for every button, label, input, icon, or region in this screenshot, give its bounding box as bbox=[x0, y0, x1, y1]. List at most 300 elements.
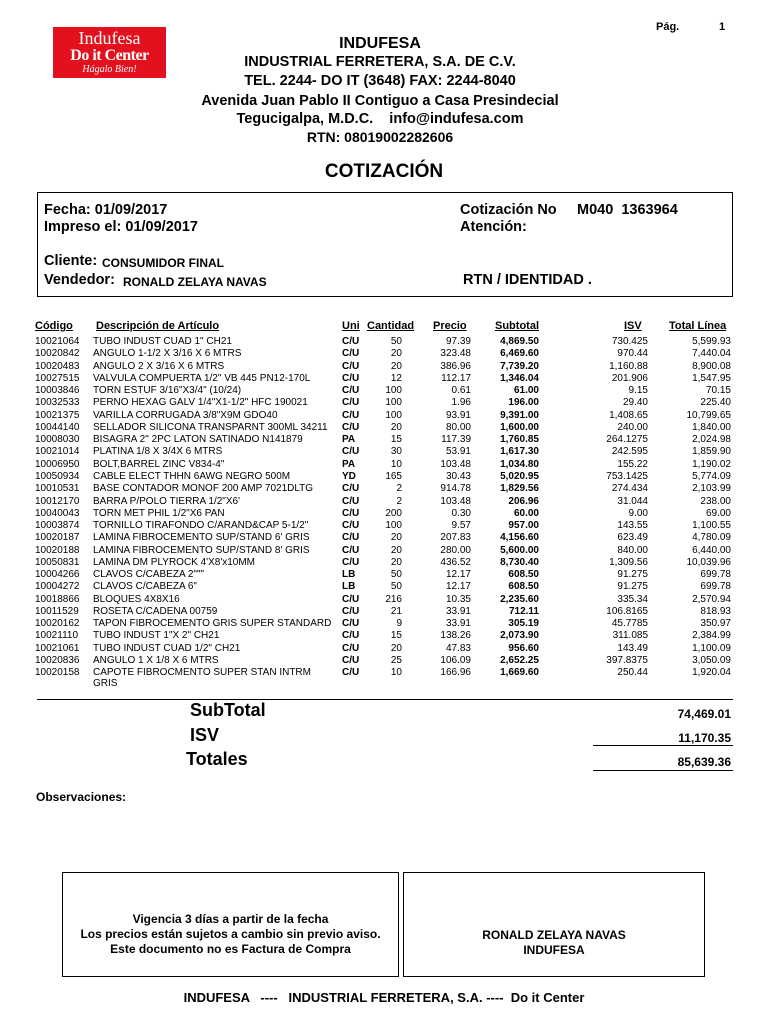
header-description: Descripción de Artículo bbox=[96, 320, 220, 332]
cell-desc: BARRA P/POLO TIERRA 1/2"X6' bbox=[93, 495, 241, 507]
cell-total: 5,599.93 bbox=[692, 336, 731, 347]
header-price: Precio bbox=[433, 320, 467, 332]
cell-qty: 50 bbox=[390, 569, 402, 581]
cell-price: 103.48 bbox=[440, 458, 471, 470]
cell-desc: VARILLA CORRUGADA 3/8"X9M GDO40 bbox=[93, 409, 278, 421]
table-row bbox=[0, 545, 768, 557]
cell-uni: C/U bbox=[342, 360, 360, 372]
cell-total: 7,440.04 bbox=[692, 348, 731, 360]
cell-uni: C/U bbox=[342, 483, 360, 495]
cell-isv: 335.34 bbox=[617, 593, 648, 605]
cell-desc: TAPON FIBROCEMENTO GRIS SUPER STANDARD bbox=[93, 618, 332, 630]
cell-subtotal: 4,156.60 bbox=[500, 532, 539, 544]
cell-code: 10027515 bbox=[35, 372, 80, 384]
cell-subtotal: 206.96 bbox=[508, 495, 539, 507]
quote-number-label: Cotización No bbox=[460, 202, 557, 218]
cell-price: 112.17 bbox=[441, 372, 471, 384]
cell-desc: LAMINA FIBROCEMENTO SUP/STAND 8' GRIS bbox=[93, 544, 310, 556]
cell-code: 10021110 bbox=[35, 630, 79, 642]
table-row bbox=[0, 581, 768, 593]
cell-desc: TUBO INDUST 1"X 2" CH21 bbox=[93, 630, 220, 642]
cell-qty: 20 bbox=[390, 360, 402, 372]
cell-isv: 91.275 bbox=[617, 581, 648, 593]
cell-code: 10021014 bbox=[35, 446, 80, 458]
cell-uni: C/U bbox=[342, 532, 360, 544]
isv-rule bbox=[593, 745, 733, 746]
cell-code: 10010531 bbox=[35, 483, 80, 495]
cell-desc: LAMINA FIBROCEMENTO SUP/STAND 6' GRIS bbox=[93, 532, 310, 544]
table-row bbox=[0, 434, 768, 446]
cell-price: 166.96 bbox=[440, 667, 471, 679]
cell-price: 0.30 bbox=[451, 507, 471, 519]
cell-subtotal: 1,600.00 bbox=[500, 421, 539, 433]
company-name: INDUFESA bbox=[339, 35, 421, 52]
page-number: 1 bbox=[719, 21, 726, 33]
attention-label: Atención: bbox=[460, 219, 527, 235]
cell-code: 10021061 bbox=[35, 642, 80, 654]
table-row bbox=[0, 446, 768, 458]
cell-isv: 242.595 bbox=[611, 446, 648, 458]
cell-desc: BASE CONTADOR MONOF 200 AMP 7021DLTG bbox=[93, 483, 314, 495]
cell-price: 12.17 bbox=[445, 581, 471, 593]
cell-isv: 970.44 bbox=[617, 348, 648, 360]
cell-desc: CAPOTE FIBROCMENTO SUPER STAN INTRM bbox=[93, 667, 311, 679]
company-address: Avenida Juan Pablo II Contiguo a Casa Presindecial bbox=[201, 93, 559, 109]
cell-qty: 25 bbox=[390, 655, 402, 667]
table-row bbox=[0, 532, 768, 544]
cell-desc: ANGULO 1-1/2 X 3/16 X 6 MTRS bbox=[93, 348, 242, 360]
cell-price: 436.52 bbox=[440, 556, 471, 568]
cell-isv: 397.8375 bbox=[606, 655, 648, 667]
cell-desc-continued: GRIS bbox=[93, 678, 118, 690]
cell-total: 1,840.00 bbox=[692, 421, 731, 433]
cell-qty: 20 bbox=[390, 642, 402, 654]
cell-subtotal: 4,869.50 bbox=[500, 336, 539, 347]
cell-isv: 730.425 bbox=[611, 336, 648, 347]
cell-qty: 165 bbox=[385, 470, 402, 482]
cell-total: 2,103.99 bbox=[692, 483, 731, 495]
cell-qty: 50 bbox=[390, 581, 402, 593]
cell-desc: TUBO INDUST CUAD 1" CH21 bbox=[93, 336, 232, 347]
table-row bbox=[0, 667, 768, 690]
cell-subtotal: 7,739.20 bbox=[500, 360, 539, 372]
cell-subtotal: 1,346.04 bbox=[500, 372, 539, 384]
cell-uni: C/U bbox=[342, 397, 360, 409]
cell-desc: ANGULO 2 X 3/16 X 6 MTRS bbox=[93, 360, 225, 372]
cell-subtotal: 8,730.40 bbox=[500, 556, 539, 568]
cell-qty: 20 bbox=[390, 556, 402, 568]
cell-code: 10020842 bbox=[35, 348, 80, 360]
logo-line-1: Indufesa bbox=[78, 28, 141, 48]
cell-isv: 1,160.88 bbox=[609, 360, 648, 372]
cell-desc: BLOQUES 4X8X16 bbox=[93, 593, 180, 605]
cell-code: 10020188 bbox=[35, 544, 80, 556]
cell-code: 10020836 bbox=[35, 655, 80, 667]
cell-subtotal: 9,391.00 bbox=[500, 409, 539, 421]
cell-total: 69.00 bbox=[705, 507, 731, 519]
header-unit: Uni bbox=[342, 320, 360, 332]
validity-line-3: Este documento no es Factura de Compra bbox=[110, 942, 351, 956]
cell-subtotal: 1,034.80 bbox=[500, 458, 539, 470]
cell-uni: C/U bbox=[342, 642, 360, 654]
cell-code: 10004272 bbox=[35, 581, 80, 593]
cell-uni: C/U bbox=[342, 409, 360, 421]
cell-total: 2,384.99 bbox=[692, 630, 731, 642]
cell-subtotal: 1,829.56 bbox=[500, 483, 539, 495]
cell-uni: C/U bbox=[342, 618, 360, 630]
cell-total: 6,440.00 bbox=[692, 544, 731, 556]
validity-line-2: Los precios están sujetos a cambio sin previo aviso. bbox=[80, 927, 381, 941]
cell-subtotal: 2,073.90 bbox=[500, 630, 539, 642]
cell-total: 4,780.09 bbox=[692, 532, 731, 544]
cell-qty: 50 bbox=[390, 336, 402, 347]
cell-total: 1,859.90 bbox=[692, 446, 731, 458]
cell-uni: C/U bbox=[342, 593, 360, 605]
cell-code: 10012170 bbox=[35, 495, 80, 507]
cell-qty: 15 bbox=[390, 630, 402, 642]
cell-subtotal: 196.00 bbox=[508, 397, 539, 409]
cell-code: 10020162 bbox=[35, 618, 80, 630]
table-row bbox=[0, 483, 768, 495]
cell-code: 10040043 bbox=[35, 507, 80, 519]
cell-isv: 264.1275 bbox=[606, 434, 648, 446]
cell-subtotal: 712.11 bbox=[508, 605, 539, 617]
table-row bbox=[0, 385, 768, 397]
cell-isv: 1,408.65 bbox=[609, 409, 648, 421]
cell-desc: ROSETA C/CADENA 00759 bbox=[93, 605, 218, 617]
cell-isv: 31.044 bbox=[617, 495, 648, 507]
cell-price: 10.35 bbox=[445, 593, 471, 605]
cell-subtotal: 1,760.85 bbox=[500, 434, 539, 446]
cell-uni: C/U bbox=[342, 372, 360, 384]
cell-total: 3,050.09 bbox=[692, 655, 731, 667]
cell-total: 699.78 bbox=[700, 581, 731, 593]
cell-desc: ANGULO 1 X 1/8 X 6 MTRS bbox=[93, 655, 219, 667]
table-row bbox=[0, 397, 768, 409]
cell-isv: 311.085 bbox=[612, 630, 648, 642]
client-name: CONSUMIDOR FINAL bbox=[102, 256, 224, 270]
header-isv: ISV bbox=[624, 320, 642, 332]
cell-price: 280.00 bbox=[440, 544, 471, 556]
cell-price: 9.57 bbox=[451, 520, 471, 532]
cell-isv: 274.434 bbox=[611, 483, 648, 495]
footer-line: INDUFESA ---- INDUSTRIAL FERRETERA, S.A. ---- Do it Center bbox=[183, 990, 585, 1005]
cell-subtotal: 1,617.30 bbox=[500, 446, 539, 458]
cell-total: 2,024.98 bbox=[692, 434, 731, 446]
cell-uni: C/U bbox=[342, 667, 360, 679]
signature-name: RONALD ZELAYA NAVAS bbox=[482, 928, 626, 942]
cell-code: 10003846 bbox=[35, 385, 80, 397]
cell-qty: 30 bbox=[390, 446, 402, 458]
signature-box bbox=[403, 872, 705, 977]
table-row bbox=[0, 496, 768, 508]
company-phones: TEL. 2244- DO IT (3648) FAX: 2244-8040 bbox=[244, 73, 516, 89]
cell-qty: 20 bbox=[390, 532, 402, 544]
cell-qty: 100 bbox=[385, 520, 402, 532]
cell-price: 386.96 bbox=[440, 360, 471, 372]
cell-qty: 2 bbox=[396, 483, 402, 495]
cell-price: 117.39 bbox=[441, 434, 471, 446]
document-title: COTIZACIÓN bbox=[324, 161, 444, 182]
cell-desc: PLATINA 1/8 X 3/4X 6 MTRS bbox=[93, 446, 223, 458]
cell-qty: 10 bbox=[390, 458, 402, 470]
cell-total: 350.97 bbox=[700, 618, 731, 630]
cell-price: 80.00 bbox=[445, 421, 471, 433]
cell-total: 1,190.02 bbox=[692, 458, 731, 470]
cell-code: 10006950 bbox=[35, 458, 80, 470]
table-row bbox=[0, 373, 768, 385]
validity-line-1: Vigencia 3 días a partir de la fecha bbox=[132, 912, 329, 926]
seller-name: RONALD ZELAYA NAVAS bbox=[123, 275, 267, 289]
cell-uni: C/U bbox=[342, 446, 360, 458]
cell-uni: PA bbox=[342, 458, 356, 470]
cell-code: 10044140 bbox=[35, 421, 80, 433]
cell-isv: 45.7785 bbox=[611, 618, 648, 630]
cell-total: 818.93 bbox=[700, 605, 731, 617]
header-quantity: Cantidad bbox=[367, 320, 415, 332]
cell-desc: TORNILLO TIRAFONDO C/ARAND&CAP 5-1/2" bbox=[93, 520, 309, 532]
cell-price: 93.91 bbox=[445, 409, 471, 421]
client-label: Cliente: bbox=[44, 253, 98, 269]
cell-uni: LB bbox=[342, 569, 356, 581]
table-row bbox=[0, 643, 768, 655]
cell-isv: 106.8165 bbox=[606, 605, 648, 617]
table-row bbox=[0, 569, 768, 581]
table-row bbox=[0, 348, 768, 360]
cell-code: 10011529 bbox=[35, 605, 79, 617]
cell-qty: 12 bbox=[390, 372, 402, 384]
cell-code: 10004266 bbox=[35, 569, 80, 581]
cell-isv: 753.1425 bbox=[606, 470, 648, 482]
cell-total: 10,039.96 bbox=[686, 556, 731, 568]
cell-subtotal: 2,652.25 bbox=[500, 655, 539, 667]
cell-desc: TORN MET PHIL 1/2"X6 PAN bbox=[93, 507, 225, 519]
cell-price: 53.91 bbox=[445, 446, 471, 458]
cell-uni: C/U bbox=[342, 544, 360, 556]
cell-desc: PERNO HEXAG GALV 1/4"X1-1/2" HFC 190021 bbox=[93, 397, 308, 409]
company-legal-name: INDUSTRIAL FERRETERA, S.A. DE C.V. bbox=[244, 54, 516, 70]
cell-isv: 143.55 bbox=[617, 520, 648, 532]
cell-price: 97.39 bbox=[445, 336, 471, 347]
cell-price: 207.83 bbox=[440, 532, 471, 544]
cell-isv: 9.00 bbox=[628, 507, 648, 519]
cell-subtotal: 957.00 bbox=[508, 520, 539, 532]
cell-total: 1,547.95 bbox=[692, 372, 731, 384]
cell-price: 914.78 bbox=[440, 483, 471, 495]
cell-desc: VALVULA COMPUERTA 1/2" VB 445 PN12-170L bbox=[93, 372, 311, 384]
cell-uni: C/U bbox=[342, 605, 360, 617]
cell-desc: CLAVOS C/CABEZA 2""" bbox=[93, 569, 205, 581]
cell-price: 1.96 bbox=[451, 397, 471, 409]
cell-uni: PA bbox=[342, 434, 356, 446]
cell-price: 323.48 bbox=[440, 348, 471, 360]
cell-code: 10032533 bbox=[35, 397, 80, 409]
quote-number: M040 1363964 bbox=[577, 202, 678, 218]
cell-qty: 20 bbox=[390, 421, 402, 433]
cell-isv: 29.40 bbox=[622, 397, 648, 409]
table-row bbox=[0, 336, 768, 348]
print-date: Impreso el: 01/09/2017 bbox=[44, 219, 198, 235]
cell-code: 10008030 bbox=[35, 434, 80, 446]
isv-value: 11,170.35 bbox=[678, 731, 731, 745]
table-row bbox=[0, 471, 768, 483]
quote-date: Fecha: 01/09/2017 bbox=[44, 202, 168, 218]
cell-uni: C/U bbox=[342, 520, 360, 532]
cell-uni: C/U bbox=[342, 421, 360, 433]
cell-total: 699.78 bbox=[700, 569, 731, 581]
company-rtn: RTN: 08019002282606 bbox=[306, 129, 454, 145]
cell-subtotal: 2,235.60 bbox=[500, 593, 539, 605]
cell-isv: 250.44 bbox=[617, 667, 648, 679]
cell-price: 0.61 bbox=[451, 385, 471, 397]
cell-qty: 21 bbox=[390, 605, 402, 617]
cell-desc: LAMINA DM PLYROCK 4'X8'x10MM bbox=[93, 556, 256, 568]
cell-qty: 10 bbox=[390, 667, 402, 679]
cell-qty: 20 bbox=[390, 348, 402, 360]
cell-code: 10018866 bbox=[35, 593, 80, 605]
isv-label: ISV bbox=[190, 725, 220, 745]
cell-subtotal: 608.50 bbox=[508, 569, 539, 581]
cell-subtotal: 61.00 bbox=[513, 385, 539, 397]
cell-qty: 100 bbox=[385, 385, 402, 397]
header-line-total: Total Línea bbox=[669, 320, 727, 332]
cell-code: 10050934 bbox=[35, 470, 80, 482]
subtotal-label: SubTotal bbox=[190, 700, 266, 720]
cell-desc: BISAGRA 2" 2PC LATON SATINADO N141879 bbox=[93, 434, 303, 446]
cell-subtotal: 1,669.60 bbox=[500, 667, 539, 679]
cell-total: 1,100.55 bbox=[692, 520, 731, 532]
cell-subtotal: 608.50 bbox=[508, 581, 539, 593]
cell-uni: C/U bbox=[342, 348, 360, 360]
cell-total: 1,920.04 bbox=[692, 667, 731, 679]
table-row bbox=[0, 655, 768, 667]
cell-qty: 200 bbox=[385, 507, 402, 519]
table-row bbox=[0, 594, 768, 606]
header-subtotal: Subtotal bbox=[495, 320, 539, 332]
logo-line-2: Do it Center bbox=[70, 47, 149, 64]
company-logo bbox=[53, 27, 166, 78]
cell-total: 10,799.65 bbox=[686, 409, 731, 421]
cell-subtotal: 5,600.00 bbox=[500, 544, 539, 556]
cell-uni: C/U bbox=[342, 495, 360, 507]
cell-desc: SELLADOR SILICONA TRANSPARNT 300ML 34211 bbox=[93, 421, 328, 433]
cell-total: 1,100.09 bbox=[692, 642, 731, 654]
cell-subtotal: 60.00 bbox=[513, 507, 539, 519]
cell-subtotal: 305.19 bbox=[508, 618, 539, 630]
cell-code: 10020158 bbox=[35, 667, 80, 679]
cell-qty: 216 bbox=[385, 593, 402, 605]
cell-isv: 201.906 bbox=[611, 372, 648, 384]
cell-price: 33.91 bbox=[445, 605, 471, 617]
cell-qty: 20 bbox=[390, 544, 402, 556]
cell-qty: 15 bbox=[390, 434, 402, 446]
cell-qty: 9 bbox=[396, 618, 402, 630]
cell-qty: 100 bbox=[385, 409, 402, 421]
header-code: Código bbox=[35, 320, 73, 332]
totals-label: Totales bbox=[186, 749, 248, 769]
cell-total: 5,774.09 bbox=[692, 470, 731, 482]
table-row bbox=[0, 520, 768, 532]
totals-rule bbox=[593, 770, 733, 771]
cell-total: 8,900.08 bbox=[692, 360, 731, 372]
observations-label: Observaciones: bbox=[36, 790, 127, 804]
cell-price: 47.83 bbox=[445, 642, 471, 654]
table-row bbox=[0, 361, 768, 373]
logo-slogan: Hágalo Bien! bbox=[82, 64, 137, 75]
table-row bbox=[0, 606, 768, 618]
table-row bbox=[0, 508, 768, 520]
page-label: Pág. bbox=[656, 21, 680, 33]
subtotal-value: 74,469.01 bbox=[677, 707, 731, 721]
cell-total: 70.15 bbox=[705, 385, 731, 397]
cell-uni: C/U bbox=[342, 556, 360, 568]
cell-isv: 1,309.56 bbox=[609, 556, 648, 568]
cell-price: 33.91 bbox=[445, 618, 471, 630]
cell-subtotal: 6,469.60 bbox=[500, 348, 539, 360]
cell-uni: YD bbox=[342, 470, 356, 482]
cell-total: 2,570.94 bbox=[692, 593, 731, 605]
cell-isv: 91.275 bbox=[617, 569, 648, 581]
cell-uni: C/U bbox=[342, 655, 360, 667]
cell-subtotal: 5,020.95 bbox=[500, 470, 539, 482]
cell-qty: 100 bbox=[385, 397, 402, 409]
cell-desc: BOLT,BARREL ZINC V834-4" bbox=[93, 458, 225, 470]
company-city-email: Tegucigalpa, M.D.C. info@indufesa.com bbox=[236, 111, 524, 127]
table-row bbox=[0, 459, 768, 471]
cell-isv: 143.49 bbox=[617, 642, 648, 654]
cell-desc: TUBO INDUST CUAD 1/2" CH21 bbox=[93, 642, 241, 654]
table-row bbox=[0, 422, 768, 434]
cell-isv: 240.00 bbox=[617, 421, 648, 433]
cell-uni: C/U bbox=[342, 385, 360, 397]
cell-isv: 840.00 bbox=[617, 544, 648, 556]
cell-isv: 623.49 bbox=[617, 532, 648, 544]
cell-code: 10020187 bbox=[35, 532, 80, 544]
table-row bbox=[0, 630, 768, 642]
table-bottom-rule bbox=[37, 699, 733, 700]
cell-code: 10021064 bbox=[35, 336, 80, 347]
cell-total: 225.40 bbox=[700, 397, 731, 409]
cell-code: 10021375 bbox=[35, 409, 80, 421]
table-row bbox=[0, 410, 768, 422]
cell-subtotal: 956.60 bbox=[508, 642, 539, 654]
rtn-identity-label: RTN / IDENTIDAD . bbox=[463, 272, 592, 288]
cell-code: 10003874 bbox=[35, 520, 80, 532]
validity-box bbox=[62, 872, 399, 977]
cell-price: 12.17 bbox=[445, 569, 471, 581]
cell-code: 10020483 bbox=[35, 360, 80, 372]
cell-isv: 155.22 bbox=[617, 458, 648, 470]
cell-isv: 9.15 bbox=[628, 385, 648, 397]
table-row bbox=[0, 557, 768, 569]
cell-uni: C/U bbox=[342, 336, 360, 347]
cell-price: 30.43 bbox=[445, 470, 471, 482]
cell-price: 103.48 bbox=[440, 495, 471, 507]
cell-qty: 2 bbox=[396, 495, 402, 507]
cell-code: 10050831 bbox=[35, 556, 80, 568]
cell-price: 138.26 bbox=[440, 630, 471, 642]
cell-total: 238.00 bbox=[700, 495, 731, 507]
seller-label: Vendedor: bbox=[44, 272, 115, 288]
cell-desc: CLAVOS C/CABEZA 6" bbox=[93, 581, 197, 593]
cell-desc: CABLE ELECT THHN 6AWG NEGRO 500M bbox=[93, 470, 291, 482]
cell-uni: C/U bbox=[342, 507, 360, 519]
totals-value: 85,639.36 bbox=[677, 755, 731, 769]
cell-uni: C/U bbox=[342, 630, 360, 642]
signature-company: INDUFESA bbox=[523, 943, 585, 957]
cell-desc: TORN ESTUF 3/16"X3/4" (10/24) bbox=[93, 385, 242, 397]
table-row bbox=[0, 618, 768, 630]
